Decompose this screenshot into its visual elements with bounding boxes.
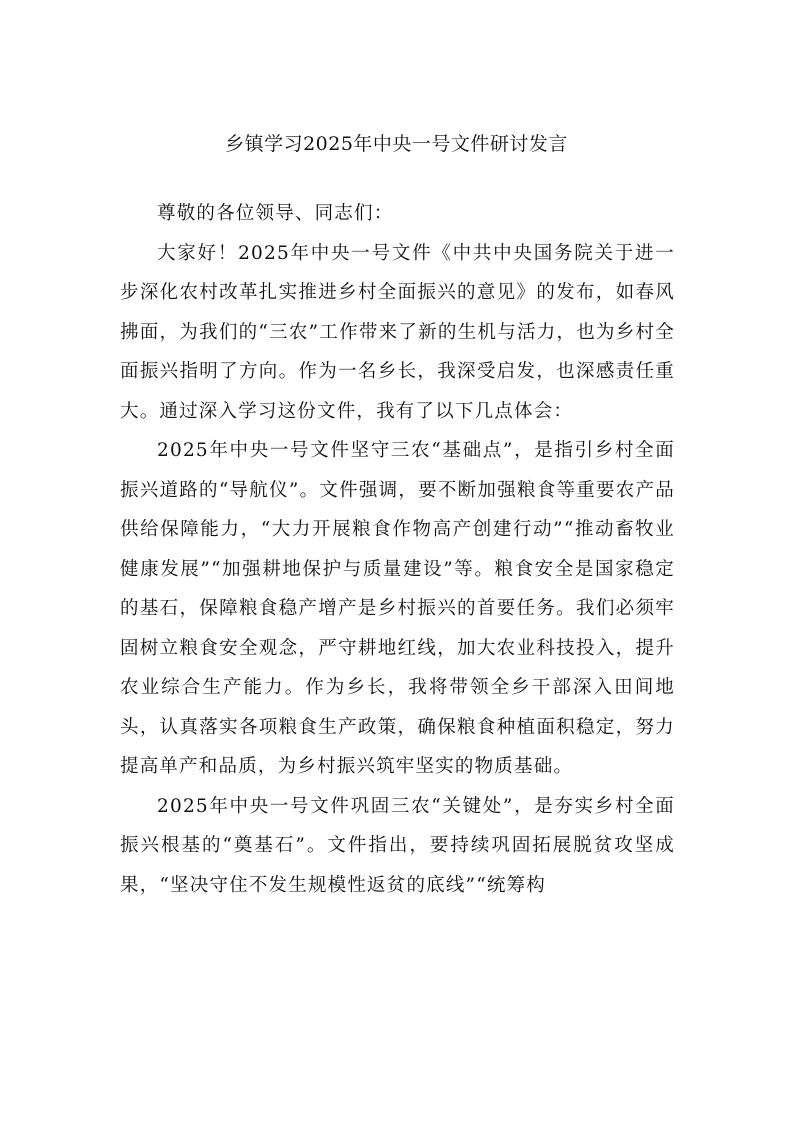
document-title: 乡镇学习2025年中央一号文件研讨发言 (225, 133, 568, 155)
salutation-paragraph: 尊敬的各位领导、同志们： (157, 203, 394, 224)
poverty-alleviation-paragraph: 2025年中央一号文件巩固三农“关键处”，是夯实乡村全面振兴根基的“奠基石”。文件指出，要持续巩固拓展脱贫攻坚成果，“坚决守住不发生规模性返贫的底线”“统筹构 (120, 795, 675, 896)
document-body (120, 194, 675, 905)
food-security-paragraph: 2025年中央一号文件坚守三农“基础点”，是指引乡村全面振兴道路的“导航仪”。文件强调，要不断加强粮食等重要农产品供给保障能力，“大力开展粮食作物高产创建行动”“推动畜牧业健康发展”“加强耕地保护与质量建设”等。粮食安全是国家稳定的基石，保障粮食稳产增产是乡村振兴的首要任务。我们必须牢固树立粮食安全观念，严守耕地红线，加大农业科技投入，提升农业综合生产能力。作为乡长，我将带领全乡干部深入田间地头，认真落实各项粮食生产政策，确保粮食种植面积稳定，努力提高单产和品质，为乡村振兴筑牢坚实的物质基础。 (120, 440, 675, 777)
intro-paragraph: 大家好！2025年中央一号文件《中共中央国务院关于进一步深化农村改革扎实推进乡村全面振兴的意见》的发布，如春风拂面，为我们的“三农”工作带来了新的生机与活力，也为乡村全面振兴指明了方向。作为一名乡长，我深受启发，也深感责任重大。通过深入学习这份文件，我有了以下几点体会： (120, 242, 675, 422)
